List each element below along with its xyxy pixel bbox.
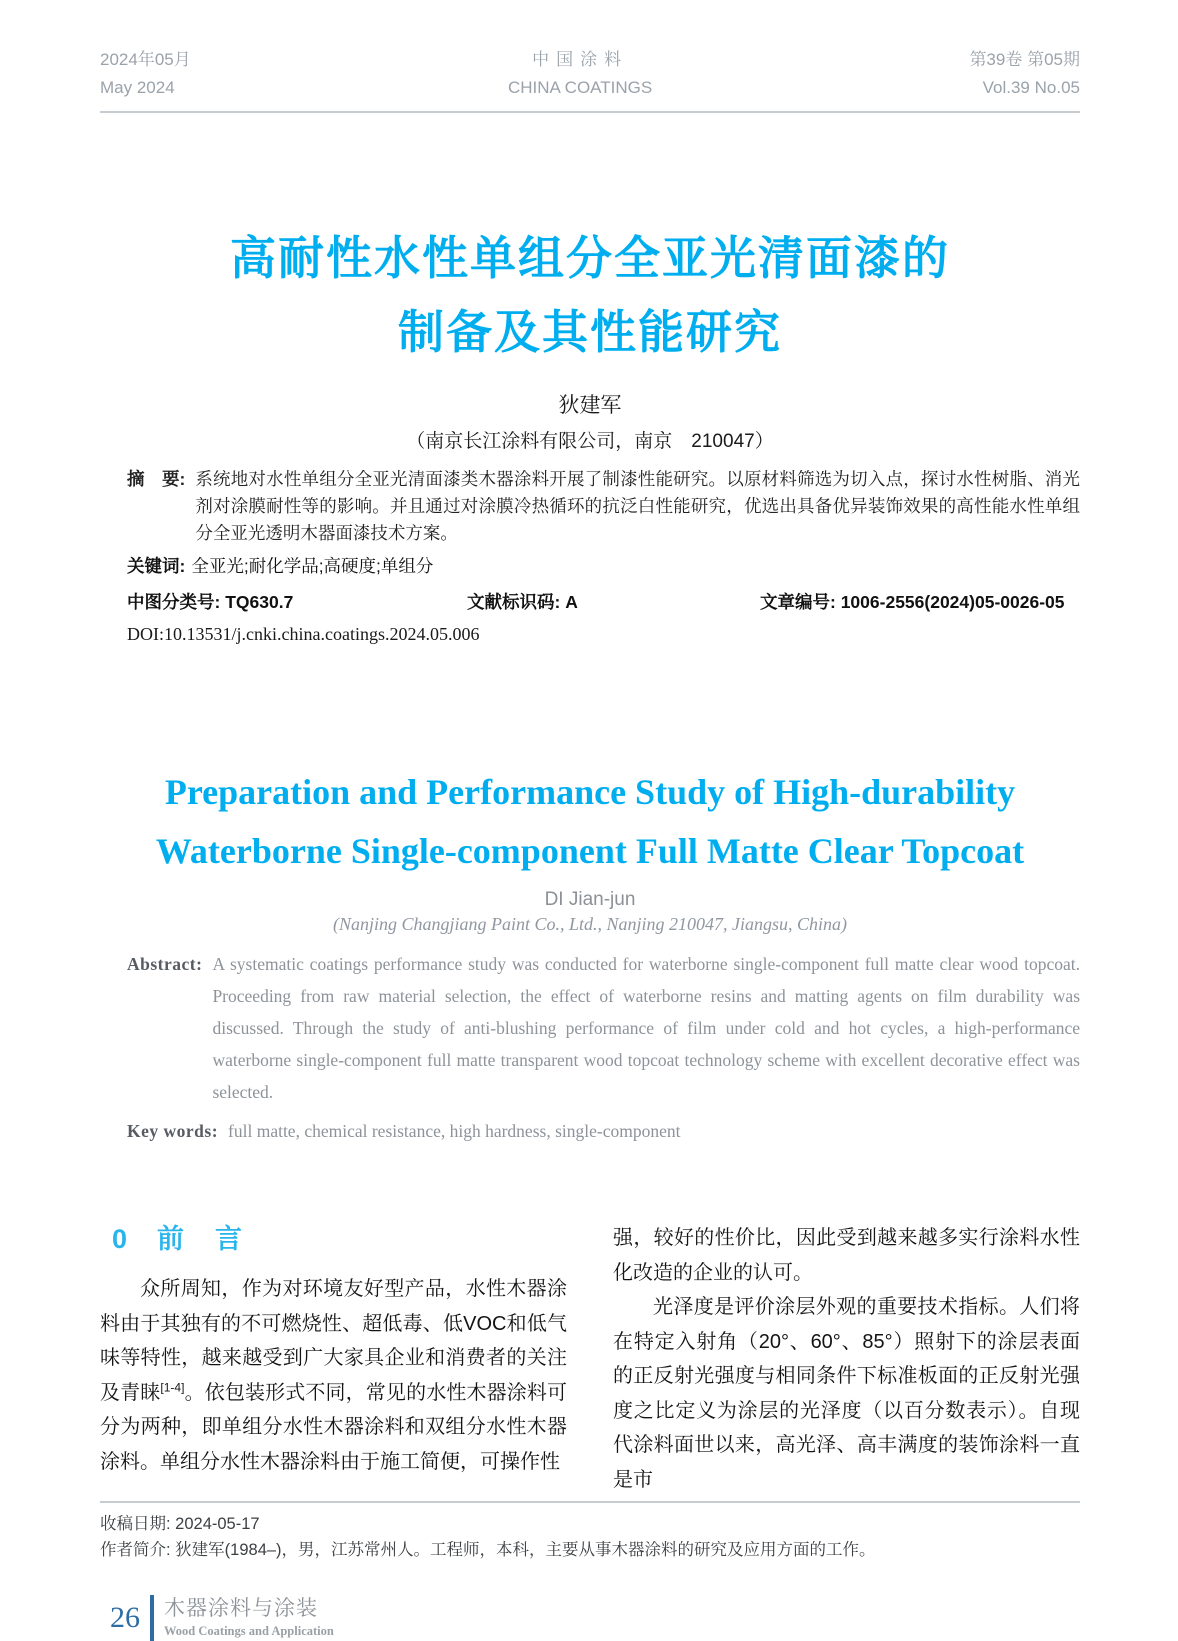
journal-name-zh: 中国涂料	[532, 50, 629, 69]
footnote-block	[100, 1503, 1080, 1563]
section-0-heading	[112, 1221, 567, 1257]
article-id	[760, 589, 1065, 616]
intro-paragraph-left	[100, 1272, 567, 1479]
document-code	[467, 589, 760, 616]
footer-column-title-zh: 木器涂料与涂装	[164, 1597, 318, 1620]
author-bio-line	[100, 1537, 1080, 1563]
received-date-line	[100, 1511, 1080, 1537]
keywords-en	[127, 1115, 1080, 1147]
citation-reference: [1-4]	[160, 1379, 185, 1394]
intro-paragraph-right-2: 光泽度是评价涂层外观的重要技术指标。人们将在特定入射角（20°、60°、85°）照射下的涂层表面的正反射光强度与相同条件下标准板面的正反射光强度之比定义为涂层的光泽度（以百分数表示）。自现代涂料面世以来，高光泽、高丰满度的装饰涂料一直是市	[613, 1296, 1080, 1491]
abstract-zh-text: 系统地对水性单组分全亚光清面漆类木器涂料开展了制漆性能研究。以原材料筛选为切入点，探讨水性树脂、消光剂对涂膜耐性等的影响。并且通过对涂膜冷热循环的抗泛白性能研究，优选出具备优异装饰效果的高性能水性单组分全亚光透明木器面漆技术方案。	[195, 469, 1080, 543]
doi: DOI:10.13531/j.cnki.china.coatings.2024.05.006	[127, 624, 480, 644]
header-issue-date	[100, 46, 191, 102]
journal-name-en: CHINA COATINGS	[507, 78, 653, 97]
abstract-zh-label: 摘 要:	[127, 469, 186, 489]
article-title-en-line1: Preparation and Performance Study of High-durability	[164, 772, 1016, 812]
header-volume-issue	[969, 46, 1080, 102]
author-bio-text: 狄建军(1984–)，男，江苏常州人。工程师，本科，主要从事木器涂料的研究及应用方面的工作。	[175, 1541, 876, 1559]
abstract-en-label: Abstract:	[127, 954, 203, 974]
affiliation-en: (Nanjing Changjiang Paint Co., Ltd., Nanjing 210047, Jiangsu, China)	[332, 914, 848, 934]
article-title-zh-line1: 高耐性水性单组分全亚光清面漆的	[230, 232, 950, 284]
article-title-zh-line2: 制备及其性能研究	[398, 306, 782, 358]
intro-left-text-post: 。依包装形式不同，常见的水性木器涂料可分为两种，即单组分水性木器涂料和双组分水性木器涂料。单组分水性木器涂料由于施工简便，可操作性	[100, 1381, 568, 1473]
footer-column-title-en: Wood Coatings and Application	[164, 1624, 334, 1638]
clc-label: 中图分类号:	[127, 592, 226, 612]
article-id-value: 1006-2556(2024)05-0026-05	[840, 592, 1065, 612]
author-bio-label: 作者简介:	[100, 1541, 176, 1559]
section-0-title: 前 言	[157, 1224, 245, 1254]
body-columns	[100, 1221, 1080, 1497]
page-footer	[110, 1595, 1080, 1641]
document-code-label: 文献标识码:	[467, 592, 566, 612]
page-number: 26	[110, 1601, 140, 1634]
keywords-zh	[127, 553, 1080, 580]
received-date-value: 2024-05-17	[175, 1515, 260, 1533]
header-date-zh: 2024年05月	[100, 50, 191, 69]
header-divider	[100, 111, 1080, 113]
affiliation-zh: （南京长江涂料有限公司，南京 210047）	[406, 431, 774, 452]
footer-divider-bar	[150, 1595, 154, 1641]
volume-issue-zh: 第39卷 第05期	[969, 50, 1080, 69]
body-left-column	[100, 1221, 567, 1497]
article-title-en	[100, 763, 1080, 881]
article-title-en-line2: Waterborne Single-component Full Matte Clear Topcoat	[155, 831, 1025, 871]
chinese-meta-block	[127, 466, 1080, 647]
document-code-value: A	[565, 592, 578, 612]
classification-row	[127, 589, 1080, 616]
english-meta-block	[127, 948, 1080, 1147]
intro-left-text-pre: 众所周知，作为对环境友好型产品，水性木器涂料由于其独有的不可燃烧性、超低毒、低VOC和低气味等特性，越来越受到广大家具企业和消费者的关注及青睐	[100, 1278, 567, 1404]
author-en: DI Jian-jun	[544, 889, 636, 910]
page-header	[100, 0, 1080, 102]
section-0-number: 0	[112, 1224, 128, 1254]
body-right-column	[613, 1221, 1080, 1497]
abstract-zh	[127, 466, 1080, 547]
abstract-en	[127, 948, 1080, 1108]
abstract-en-text: A systematic coatings performance study was conducted for waterborne single-component full matte clear wood topcoat. Proceeding from raw material selection, the effect of waterborne resins and matting agents on film durability was discussed. Through the study of anti-blushing performance of film under cold and hot cycles, a high-performance waterborne single-component full matte transparent wood topcoat technology scheme with excellent decorative effect was selected.	[212, 954, 1080, 1102]
keywords-zh-label: 关键词:	[127, 556, 186, 576]
clc-number	[127, 589, 467, 616]
article-id-label: 文章编号:	[760, 592, 841, 612]
footer-column-title	[164, 1596, 334, 1640]
keywords-en-text: full matte, chemical resistance, high hardness, single-component	[228, 1121, 681, 1141]
header-date-en: May 2024	[100, 78, 175, 97]
article-title-zh	[100, 221, 1080, 369]
intro-paragraph-right-1: 强，较好的性价比，因此受到越来越多实行涂料水性化改造的企业的认可。	[613, 1227, 1080, 1284]
received-date-label: 收稿日期:	[100, 1515, 176, 1533]
keywords-zh-text: 全亚光;耐化学品;高硬度;单组分	[191, 556, 434, 576]
clc-value: TQ630.7	[225, 592, 294, 612]
volume-issue-en: Vol.39 No.05	[982, 78, 1080, 97]
keywords-en-label: Key words:	[127, 1121, 219, 1141]
author-zh: 狄建军	[558, 394, 622, 417]
header-journal-name	[508, 46, 652, 102]
